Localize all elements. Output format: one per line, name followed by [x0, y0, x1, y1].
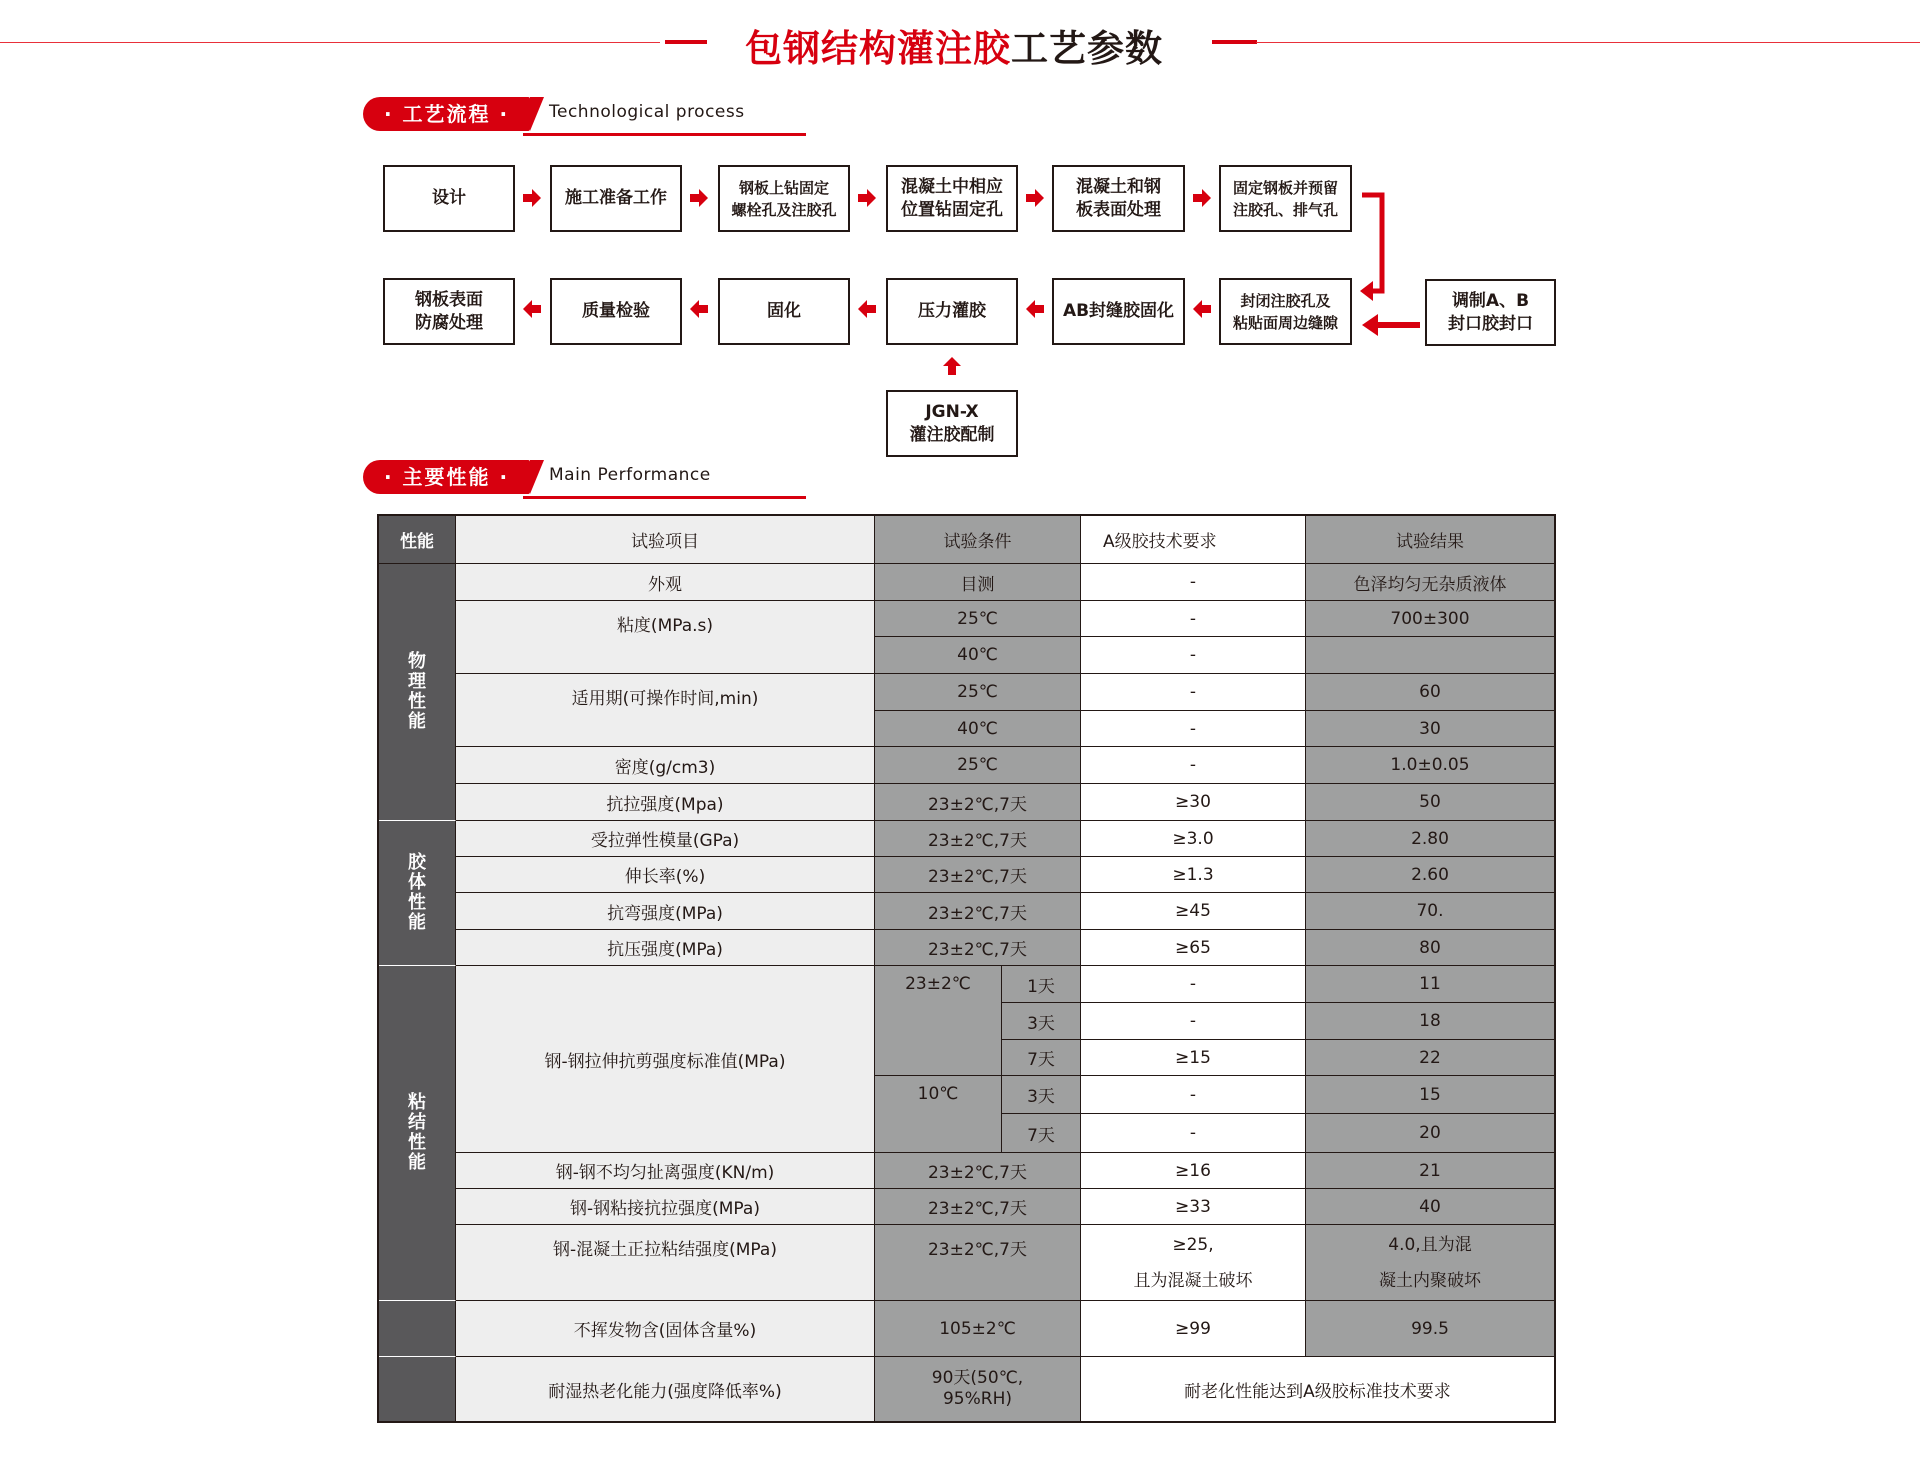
group-label-physical: 物理性能	[379, 564, 456, 821]
table-cell: 4.0,且为混 凝土内聚破坏	[1306, 1225, 1554, 1301]
arrow-left-icon	[523, 300, 541, 318]
flow-step-6: 固定钢板并预留 注胶孔、排气孔	[1219, 165, 1352, 232]
flow-step-8: AB封缝胶固化	[1052, 278, 1185, 345]
table-cell: 23±2℃,7天	[875, 821, 1081, 857]
section-pill-process: · 工艺流程 ·	[363, 97, 530, 131]
arrow-left-icon	[1026, 300, 1044, 318]
table-cell: 80	[1306, 930, 1554, 966]
flow-step-9: 压力灌胶	[886, 278, 1018, 345]
table-cell: 11	[1306, 966, 1554, 1003]
table-cell: 耐老化性能达到A级胶标准技术要求	[1081, 1357, 1554, 1421]
table-cell: -	[1081, 1114, 1306, 1153]
table-cell: 钢-钢粘接抗拉强度(MPa)	[456, 1189, 875, 1225]
group-label-blank-1	[379, 1301, 456, 1357]
table-cell: 抗拉强度(Mpa)	[456, 784, 875, 821]
section-pill-performance: · 主要性能 ·	[363, 460, 530, 494]
col-header-item: 试验项目	[456, 516, 875, 564]
table-cell: 90天(50℃, 95%RH)	[875, 1357, 1081, 1421]
flow-step-prep: JGN-X 灌注胶配制	[886, 390, 1018, 457]
flow-step-1: 设计	[383, 165, 515, 232]
table-cell: 40℃	[875, 637, 1081, 674]
table-cell: ≥1.3	[1081, 857, 1306, 893]
flow-step-2: 施工准备工作	[550, 165, 682, 232]
table-cell: 25℃	[875, 674, 1081, 711]
flow-step-3: 钢板上钻固定 螺栓孔及注胶孔	[718, 165, 850, 232]
table-cell: -	[1081, 1003, 1306, 1040]
arrow-right-icon	[690, 189, 708, 207]
table-cell: 3天	[1002, 1076, 1081, 1114]
group-label-blank-2	[379, 1357, 456, 1421]
table-cell: 钢-钢拉伸抗剪强度标准值(MPa)	[456, 966, 875, 1153]
table-cell: 适用期(可操作时间,min)	[456, 674, 875, 747]
table-cell: 700±300	[1306, 601, 1554, 637]
table-cell: 2.80	[1306, 821, 1554, 857]
table-cell: 钢-钢不均匀扯离强度(KN/m)	[456, 1153, 875, 1189]
table-cell: 3天	[1002, 1003, 1081, 1040]
table-cell: 25℃	[875, 601, 1081, 637]
table-cell: ≥16	[1081, 1153, 1306, 1189]
table-cell: 50	[1306, 784, 1554, 821]
flow-step-5: 混凝土和钢 板表面处理	[1052, 165, 1185, 232]
connector-down-icon	[1360, 190, 1390, 305]
table-cell: 7天	[1002, 1040, 1081, 1076]
table-cell	[1306, 637, 1554, 674]
arrow-left-icon	[690, 300, 708, 318]
section-underline	[523, 133, 806, 136]
table-cell: 伸长率(%)	[456, 857, 875, 893]
col-header-property: 性能	[379, 516, 456, 564]
table-cell: 60	[1306, 674, 1554, 711]
table-cell: 抗弯强度(MPa)	[456, 893, 875, 930]
page-title-red: 包钢结构灌注胶	[745, 27, 1011, 70]
table-cell: 目测	[875, 564, 1081, 601]
arrow-up-icon	[943, 357, 961, 375]
table-cell: 7天	[1002, 1114, 1081, 1153]
table-cell: 受拉弹性模量(GPa)	[456, 821, 875, 857]
flow-step-7: 封闭注胶孔及 粘贴面周边缝隙	[1219, 278, 1352, 345]
page-title	[745, 18, 1185, 70]
table-cell: 23±2℃,7天	[875, 893, 1081, 930]
performance-table	[377, 514, 1556, 1423]
table-cell: 色泽均匀无杂质液体	[1306, 564, 1554, 601]
arrow-left-icon	[858, 300, 876, 318]
table-cell: 23±2℃,7天	[875, 784, 1081, 821]
table-cell: ≥99	[1081, 1301, 1306, 1357]
title-rule-left-accent	[665, 40, 707, 44]
table-cell: 23±2℃,7天	[875, 1189, 1081, 1225]
table-cell: 25℃	[875, 747, 1081, 784]
table-cell: -	[1081, 966, 1306, 1003]
table-cell: 钢-混凝土正拉粘结强度(MPa)	[456, 1225, 875, 1301]
table-cell: -	[1081, 564, 1306, 601]
table-cell: 1天	[1002, 966, 1081, 1003]
section-underline	[523, 496, 806, 499]
table-cell: -	[1081, 674, 1306, 711]
table-cell: 不挥发物含(固体含量%)	[456, 1301, 875, 1357]
table-cell: -	[1081, 637, 1306, 674]
title-rule-left	[0, 42, 660, 43]
table-cell: 1.0±0.05	[1306, 747, 1554, 784]
table-cell: 99.5	[1306, 1301, 1554, 1357]
page-title-black: 工艺参数	[1011, 27, 1163, 70]
flow-step-12: 钢板表面 防腐处理	[383, 278, 515, 345]
arrow-right-icon	[1026, 189, 1044, 207]
table-cell: 105±2℃	[875, 1301, 1081, 1357]
table-cell: 耐湿热老化能力(强度降低率%)	[456, 1357, 875, 1421]
section-subtitle-process: Technological process	[549, 102, 745, 122]
table-cell: 22	[1306, 1040, 1554, 1076]
section-header-performance	[363, 460, 806, 502]
flow-step-4: 混凝土中相应 位置钻固定孔	[886, 165, 1018, 232]
flow-step-11: 质量检验	[550, 278, 682, 345]
table-cell: 密度(g/cm3)	[456, 747, 875, 784]
title-rule-right-accent	[1212, 40, 1257, 44]
arrow-left-icon	[1193, 300, 1211, 318]
table-cell: ≥25, 且为混凝土破坏	[1081, 1225, 1306, 1301]
table-cell: 21	[1306, 1153, 1554, 1189]
arrow-right-icon	[858, 189, 876, 207]
col-header-requirement: A级胶技术要求	[1081, 516, 1306, 564]
table-cell: ≥45	[1081, 893, 1306, 930]
table-cell: ≥3.0	[1081, 821, 1306, 857]
table-cell: -	[1081, 747, 1306, 784]
table-cell: 70.	[1306, 893, 1554, 930]
group-label-bonding: 粘结性能	[379, 966, 456, 1301]
arrow-right-icon	[1193, 189, 1211, 207]
table-cell: 40℃	[875, 711, 1081, 747]
flow-step-side: 调制A、B 封口胶封口	[1425, 279, 1556, 346]
table-cell: 23±2℃,7天	[875, 930, 1081, 966]
table-cell: 15	[1306, 1076, 1554, 1114]
arrow-left-long-icon	[1362, 314, 1420, 336]
section-subtitle-performance: Main Performance	[549, 465, 711, 485]
arrow-right-icon	[523, 189, 541, 207]
table-cell: -	[1081, 711, 1306, 747]
table-cell: 23±2℃,7天	[875, 857, 1081, 893]
flow-step-10: 固化	[718, 278, 850, 345]
table-cell: 2.60	[1306, 857, 1554, 893]
table-cell: ≥33	[1081, 1189, 1306, 1225]
table-cell: ≥15	[1081, 1040, 1306, 1076]
table-cell: ≥30	[1081, 784, 1306, 821]
col-header-result: 试验结果	[1306, 516, 1554, 564]
table-cell: 18	[1306, 1003, 1554, 1040]
group-label-gel: 胶体性能	[379, 821, 456, 966]
col-header-condition: 试验条件	[875, 516, 1081, 564]
table-cell: ≥65	[1081, 930, 1306, 966]
table-cell: -	[1081, 601, 1306, 637]
table-cell: 外观	[456, 564, 875, 601]
table-cell: 23±2℃,7天	[875, 1153, 1081, 1189]
table-cell: -	[1081, 1076, 1306, 1114]
table-cell: 23±2℃,7天	[875, 1225, 1081, 1301]
table-cell: 抗压强度(MPa)	[456, 930, 875, 966]
table-cell: 10℃	[875, 1076, 1002, 1153]
section-header-process	[363, 97, 806, 139]
table-cell: 粘度(MPa.s)	[456, 601, 875, 674]
table-cell: 30	[1306, 711, 1554, 747]
table-cell: 20	[1306, 1114, 1554, 1153]
table-cell: 40	[1306, 1189, 1554, 1225]
table-cell: 23±2℃	[875, 966, 1002, 1076]
title-rule-right	[1256, 42, 1920, 43]
